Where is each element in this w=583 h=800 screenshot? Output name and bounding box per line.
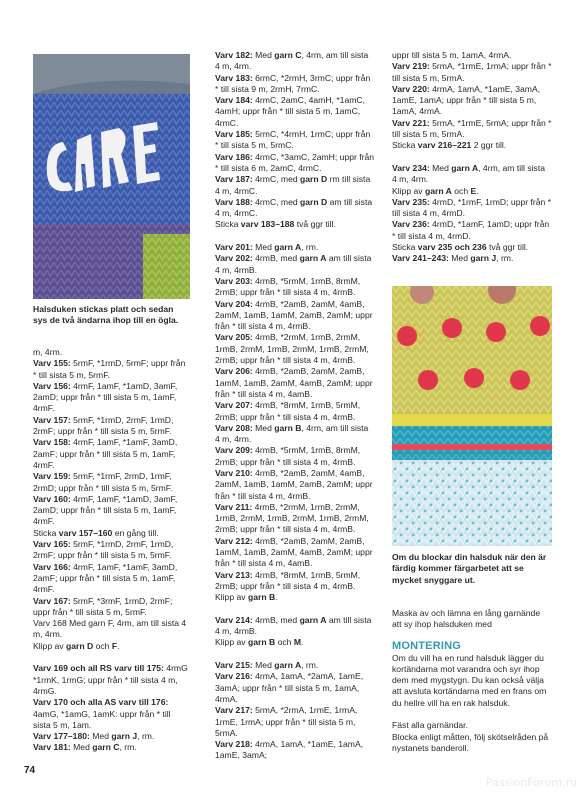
row-label: Varv 187: bbox=[215, 174, 253, 185]
row-text: Klipp av bbox=[215, 637, 248, 648]
row-text: 4rmG *1rmK, 1rmG; uppr från * till sista 4 m, 4rmG. bbox=[33, 663, 188, 696]
instruction-row bbox=[33, 494, 190, 528]
row-text: 5rmA, *1rmE, 5rmA; uppr från * till sista 5 m, 5rmA. bbox=[392, 117, 552, 140]
instruction-row bbox=[33, 437, 190, 471]
instruction-row bbox=[33, 742, 190, 753]
row-text: Klipp av bbox=[392, 185, 425, 196]
instruction-row bbox=[215, 253, 375, 276]
row-label: Varv 169 och all RS varv till 175: bbox=[33, 663, 164, 674]
row-label: Varv 236: bbox=[392, 219, 430, 230]
instruction-row bbox=[215, 276, 375, 299]
row-text: 4rmB, *2amB, 2amM, 2amB, 1amM, 1amB, 2amM, 4amB, 2amM; uppr från * till sista 4 m, 4amB. bbox=[215, 535, 373, 569]
instruction-row bbox=[33, 347, 190, 358]
row-label: garn C bbox=[92, 742, 120, 753]
instruction-row bbox=[392, 197, 552, 220]
page-number: 74 bbox=[24, 765, 36, 776]
instruction-row bbox=[33, 381, 190, 415]
row-text: 2 ggr till. bbox=[471, 140, 507, 151]
montering-heading: MONTERING bbox=[392, 639, 462, 652]
row-label: Varv 205: bbox=[215, 332, 253, 343]
row-text: , rm. bbox=[301, 660, 319, 671]
scarf-lettering-image bbox=[33, 54, 190, 299]
row-text: 4rmC, med bbox=[252, 196, 301, 207]
instruction-row bbox=[392, 253, 552, 264]
row-text: uppr till sista 5 m, 1amA, 4rmA. bbox=[392, 50, 512, 60]
row-text: två ggr till. bbox=[294, 219, 336, 230]
row-label: Varv 211: bbox=[215, 501, 253, 512]
row-text: Sticka bbox=[392, 140, 418, 151]
instruction-row bbox=[33, 618, 190, 641]
instruction-row bbox=[215, 468, 375, 502]
row-label: Varv 214: bbox=[215, 614, 253, 625]
instruction-row bbox=[215, 536, 375, 570]
row-text: 5rmF, *3rmF, 1rmD, 2rmF; uppr från * till sista 5 m, 5rmF. bbox=[33, 595, 173, 617]
row-text: 4rmB, med bbox=[252, 253, 300, 264]
instruction-row bbox=[392, 219, 552, 242]
row-label: Varv 219: bbox=[392, 61, 430, 72]
row-text: . bbox=[301, 637, 304, 648]
row-text: 4rmF, 1amF, *1amD, 3amF, 2amD; uppr från * till sista 5 m, 1amF, 4rmF. bbox=[33, 493, 178, 527]
row-label: Varv 201: bbox=[215, 242, 253, 253]
instruction-row bbox=[215, 95, 375, 129]
row-text: Med bbox=[89, 731, 112, 742]
weave-ends-text: Fäst alla garnändar. bbox=[392, 720, 468, 731]
row-label: Varv 221: bbox=[392, 117, 430, 128]
instruction-row bbox=[392, 140, 552, 151]
instruction-row bbox=[215, 660, 375, 671]
row-text: 5rmA, *2rmA, 1rmE, 1rmA, 1rmE, 1rmA; uppr från * till sista 5 m, 5rmA. bbox=[215, 705, 358, 738]
bind-off-text: Maska av och lämna en lång garnände att sy ihop halsduken med bbox=[392, 608, 541, 630]
row-text: Med bbox=[448, 253, 471, 264]
instruction-row bbox=[215, 219, 375, 230]
row-label: varv 183–188 bbox=[240, 219, 295, 230]
instruction-row bbox=[215, 570, 375, 593]
instruction-row bbox=[215, 152, 375, 175]
row-label: Varv 202: bbox=[215, 253, 253, 264]
instruction-row bbox=[33, 663, 190, 697]
row-text: , 4rm, am till sista 4 m, 4rm. bbox=[215, 50, 369, 72]
row-label: garn A bbox=[274, 242, 302, 253]
row-label: Varv 218: bbox=[215, 739, 253, 750]
row-label: Varv 212: bbox=[215, 535, 253, 546]
instructions-column-2 bbox=[215, 50, 375, 762]
instruction-row bbox=[215, 366, 375, 400]
row-text: Sticka bbox=[215, 219, 241, 230]
row-label: Varv 155: bbox=[33, 358, 71, 369]
row-text: och bbox=[93, 640, 112, 651]
row-text: 4rmC, 2amC, 4amH, *1amC, 4amH; uppr från * till sista 5 m, 1amC, 4rmC. bbox=[215, 95, 365, 128]
row-label: garn J bbox=[111, 731, 138, 742]
instructions-column-3 bbox=[392, 50, 552, 265]
row-label: Varv 165: bbox=[33, 539, 71, 550]
row-label: M bbox=[293, 637, 301, 648]
row-label: Varv 217: bbox=[215, 705, 253, 716]
row-text: 4rmB, med bbox=[252, 614, 300, 625]
row-text: 6rmC, *2rmH, 3rmC; uppr från * till sista 9 m, 2rmH, 7rmC. bbox=[215, 72, 371, 94]
row-label: varv 235 och 236 bbox=[417, 242, 487, 253]
row-label: Varv 170 och alla AS varv till 176: bbox=[33, 697, 169, 708]
row-text: 4rmB, *2amB, 2amM, 2amB, 1amM, 1amB, 2amM, 4amB, 2amM; uppr från * till sista 4 m, 4amB. bbox=[215, 366, 373, 399]
row-label: Varv 206: bbox=[215, 366, 253, 377]
row-text: 5rmC, *4rmH, 1rmC; uppr från * till sista 5 m, 5rmC. bbox=[215, 129, 371, 151]
row-label: Varv 177–180: bbox=[33, 731, 90, 742]
scarf-colorwork-image bbox=[392, 286, 552, 546]
row-label: garn J bbox=[470, 253, 497, 264]
row-text: två ggr till. bbox=[486, 242, 529, 253]
instruction-row bbox=[33, 528, 190, 539]
instruction-row bbox=[215, 332, 375, 366]
instruction-row bbox=[392, 186, 552, 197]
instruction-row bbox=[33, 471, 190, 494]
row-text: Klipp av bbox=[33, 640, 66, 651]
row-text: 4rmB, *5rmM, 1rmB, 8rmM, 2rmB; uppr från * till sista 4 m, 4rmB. bbox=[215, 275, 361, 298]
row-text: och bbox=[451, 185, 471, 196]
row-text: 5rmF, *1rmD, 5rmF; uppr från * till sista 5 m, 5rmF. bbox=[33, 358, 186, 380]
row-label: garn A bbox=[299, 614, 327, 625]
instruction-row bbox=[33, 415, 190, 438]
instruction-row bbox=[33, 562, 190, 596]
row-text: 5rmF, *1rmD, 2rmF, 1rmD, 2rmF; uppr från * till sista 5 m, 5rmF. bbox=[33, 539, 174, 561]
row-text: m, 4rm. bbox=[33, 347, 63, 357]
row-label: garn A bbox=[451, 162, 479, 173]
instruction-row bbox=[33, 641, 190, 652]
montering-text: Om du vill ha en rund halsduk lägger du kortändarna mot varandra och syr ihop dem med mygstygn. Du kan också välja att avsluta kortändarna med en frans om du hellre vill ha en rak halsduk. bbox=[392, 652, 547, 708]
row-text: , rm. bbox=[137, 731, 155, 742]
row-label: Varv 204: bbox=[215, 298, 253, 309]
row-text: Sticka bbox=[392, 242, 418, 253]
row-label: garn B bbox=[247, 592, 276, 603]
row-label: Varv 159: bbox=[33, 471, 71, 482]
photo-scarf-lettering bbox=[33, 54, 190, 299]
instruction-row bbox=[215, 400, 375, 423]
instruction-row bbox=[33, 596, 190, 619]
row-label: garn A bbox=[424, 185, 452, 196]
row-text: Med bbox=[429, 162, 452, 173]
row-label: Varv 235: bbox=[392, 196, 430, 207]
instruction-row bbox=[215, 299, 375, 333]
row-text: 4rmB, *5rmM, 1rmB, 8rmM, 2rmB; uppr från * till sista 4 m, 4rmB. bbox=[215, 445, 361, 467]
row-label: varv 216–221 bbox=[417, 140, 472, 151]
row-text: 4rmB, *2amB, 2amM, 4amB, 2amM, 1amB, 1amM, 2amB, 2amM; uppr från * till sista 4 m, 4rmB. bbox=[215, 298, 373, 332]
blocking-text: Blocka enligt måtten, följ skötselråden på nystanets banderoll. bbox=[392, 731, 549, 753]
row-label: Varv 213: bbox=[215, 569, 253, 580]
row-label: Varv 215: bbox=[215, 660, 253, 671]
instruction-row bbox=[215, 739, 375, 762]
row-label: Varv 234: bbox=[392, 162, 430, 173]
instruction-row bbox=[215, 242, 375, 253]
row-label: Varv 185: bbox=[215, 129, 253, 140]
row-text: 4rmD, *1rmF, 1rmD; uppr från * till sista 4 m, 4rmD. bbox=[392, 196, 552, 219]
row-label: F bbox=[111, 640, 118, 651]
finishing-section bbox=[392, 608, 552, 754]
row-text: 4rmB, *8rmM, 1rmB, 5rmM, 2rmB; uppr från * till sista 4 m, 4rmB. bbox=[215, 400, 361, 422]
row-label: Varv 210: bbox=[215, 467, 253, 478]
row-label: garn D bbox=[300, 174, 328, 185]
row-text: 5rmA, *1rmE, 1rmA; uppr från * till sista 5 m, 5rmA. bbox=[392, 61, 552, 83]
row-text: . bbox=[275, 592, 278, 603]
row-text: 5rmF, *1rmF, 2rmD, 1rmF, 2rmD; uppr från * till sista 5 m, 5rmF. bbox=[33, 471, 173, 493]
row-label: Varv 160: bbox=[33, 493, 71, 504]
row-label: varv 157–160 bbox=[58, 527, 113, 538]
instruction-row bbox=[33, 539, 190, 562]
row-label: garn A bbox=[274, 660, 302, 671]
instruction-row bbox=[33, 697, 190, 731]
instruction-row bbox=[215, 705, 375, 739]
instruction-row bbox=[215, 423, 375, 446]
row-text: 4rmB, *8rmM, 1rmB, 5rmM, 2rmB; uppr från * till sista 4 m, 4rmB. bbox=[215, 569, 361, 591]
row-text: Med bbox=[252, 50, 275, 60]
row-label: Varv 184: bbox=[215, 95, 253, 106]
instruction-row bbox=[392, 50, 552, 61]
row-label: Varv 167: bbox=[33, 595, 71, 606]
row-text: 4rmF, 1amF, *1amF, 3amD, 2amF; uppr från * till sista 5 m, 1amF, 4rmF. bbox=[33, 437, 178, 470]
instruction-row bbox=[215, 129, 375, 152]
row-label: garn D bbox=[65, 640, 94, 651]
row-text: 4rmC, med bbox=[252, 174, 301, 185]
row-text: am till sista 4 m, 4rmC. bbox=[215, 196, 373, 219]
row-text: 4rmA, 1amA, *2amA, 1amE, 3amA; uppr från * till sista 5 m, 1amA, 4rmA. bbox=[215, 671, 364, 704]
row-text: 4amG, *1amG, 1amK: uppr från * till sista 5 m, 1am. bbox=[33, 708, 171, 730]
instruction-row bbox=[215, 73, 375, 96]
instruction-row bbox=[392, 61, 552, 84]
row-text: Klipp av bbox=[215, 592, 248, 603]
row-label: E bbox=[470, 185, 477, 196]
row-text: Varv 168 Med garn F, 4rm, am till sista 4 m, 4rm. bbox=[33, 618, 187, 640]
row-text: 4rmD, *1amF, 1amD; uppr från * till sista 4 m, 4rmD. bbox=[392, 219, 550, 241]
watermark: PassionForum.ru bbox=[486, 776, 577, 789]
row-text: 5rmF, *1rmD, 2rmF, 1rmD, 2rmF; uppr från * till sista 5 m, 5rmF. bbox=[33, 414, 174, 437]
row-label: Varv 183: bbox=[215, 72, 253, 83]
instruction-row bbox=[215, 502, 375, 536]
row-text: Med bbox=[252, 242, 275, 253]
row-label: Varv 203: bbox=[215, 275, 253, 286]
row-label: Varv 188: bbox=[215, 196, 253, 207]
instruction-row bbox=[215, 174, 375, 197]
row-label: Varv 207: bbox=[215, 400, 253, 411]
row-label: garn D bbox=[300, 196, 328, 207]
row-text: 4rmF, 1amF, *1amF, 3amD, 2amF; uppr från * till sista 5 m, 1amF, 4rmF. bbox=[33, 561, 178, 595]
photo2-caption: Om du blockar din halsduk när den är färdig kommer färgarbetet att se mycket snyggare ut. bbox=[392, 552, 547, 585]
row-text: en gång till. bbox=[112, 527, 159, 538]
instruction-row bbox=[392, 242, 552, 253]
row-text: , 4rm, am till sista 4 m, 4rm. bbox=[392, 162, 546, 185]
row-label: Varv 181: bbox=[33, 742, 71, 753]
row-text: Med bbox=[252, 422, 275, 433]
row-label: Varv 158: bbox=[33, 437, 71, 448]
instruction-row bbox=[33, 731, 190, 742]
row-text: , 4rm, am till sista 4 m, 4rm. bbox=[215, 422, 369, 445]
row-label: Varv 216: bbox=[215, 671, 253, 682]
row-text: 4rmB, *2rmM, 1rmB, 2rmM, 1rmB, 2rmM, 1rmB, 2rmM, 1rmB, 2rmM, 2rmB; uppr från * till sista 4 m, 4rmB. bbox=[215, 332, 369, 366]
row-text: , rm. bbox=[119, 742, 137, 753]
row-text: Med bbox=[252, 660, 275, 671]
row-text: och bbox=[275, 637, 294, 648]
instruction-row bbox=[215, 445, 375, 468]
instruction-row bbox=[215, 50, 375, 73]
row-text: 4rmA, 1amA, *1amE, 1amA, 1amE, 3amA; bbox=[215, 739, 364, 761]
photo1-caption: Halsduken stickas platt och sedan sys de två ändarna ihop till en ögla. bbox=[33, 304, 179, 326]
row-label: garn B bbox=[247, 637, 276, 648]
row-label: Varv 186: bbox=[215, 151, 253, 162]
row-text: . bbox=[476, 185, 479, 196]
photo-scarf-colorwork bbox=[392, 286, 552, 546]
row-text: am till sista 4 m, 4rmB. bbox=[215, 614, 372, 637]
instruction-row bbox=[215, 615, 375, 638]
row-label: garn A bbox=[299, 253, 327, 264]
row-label: Varv 157: bbox=[33, 414, 71, 425]
row-text: rm till sista 4 m, 4rmC. bbox=[215, 174, 371, 196]
row-label: Varv 220: bbox=[392, 83, 430, 94]
instruction-row bbox=[392, 84, 552, 118]
row-text: , rm. bbox=[496, 253, 514, 264]
row-text: 4rmB, *2amB, 2amM, 4amB, 2amM, 1amB, 1amM, 2amB, 2amM; uppr från * till sista 4 m, 4rmB. bbox=[215, 467, 373, 501]
row-text: , rm. bbox=[301, 242, 319, 253]
instruction-row bbox=[392, 118, 552, 141]
row-label: Varv 209: bbox=[215, 445, 253, 456]
row-text: 4rmF, 1amF, *1amD, 3amF, 2amD; uppr från * till sista 5 m, 1amF, 4rmF. bbox=[33, 380, 178, 414]
row-text: 4rmC, *3amC, 2amH; uppr från * till sista 6 m, 2amC, 4rmC. bbox=[215, 151, 375, 173]
row-text: 4rmB, *2rmM, 1rmB, 2rmM, 1rmB, 2rmM, 1rmB, 2rmM, 1rmB, 2rmM, 2rmB; uppr från * till sista 4 m, 4rmB. bbox=[215, 501, 369, 535]
row-text: 4rmA, 1amA, *1amE, 3amA, 1amE, 1amA; uppr från * till sista 5 m, 1amA, 4rmA. bbox=[392, 83, 541, 117]
instructions-column-1 bbox=[33, 347, 190, 754]
row-label: Varv 208: bbox=[215, 422, 253, 433]
row-label: Varv 241–243: bbox=[392, 253, 449, 264]
row-text: am till sista 4 m, 4rmB. bbox=[215, 253, 372, 275]
row-label: Varv 182: bbox=[215, 50, 253, 60]
instruction-row bbox=[215, 197, 375, 220]
instruction-row bbox=[392, 163, 552, 186]
row-text: Med bbox=[70, 742, 93, 753]
instruction-row bbox=[215, 592, 375, 603]
row-text: Sticka bbox=[33, 527, 59, 538]
row-label: Varv 156: bbox=[33, 380, 71, 391]
row-text: . bbox=[117, 640, 120, 651]
row-label: garn C bbox=[274, 50, 302, 60]
instruction-row bbox=[215, 671, 375, 705]
instruction-row bbox=[33, 358, 190, 381]
row-label: Varv 166: bbox=[33, 561, 71, 572]
row-label: garn B bbox=[274, 422, 302, 433]
instruction-row bbox=[215, 637, 375, 648]
